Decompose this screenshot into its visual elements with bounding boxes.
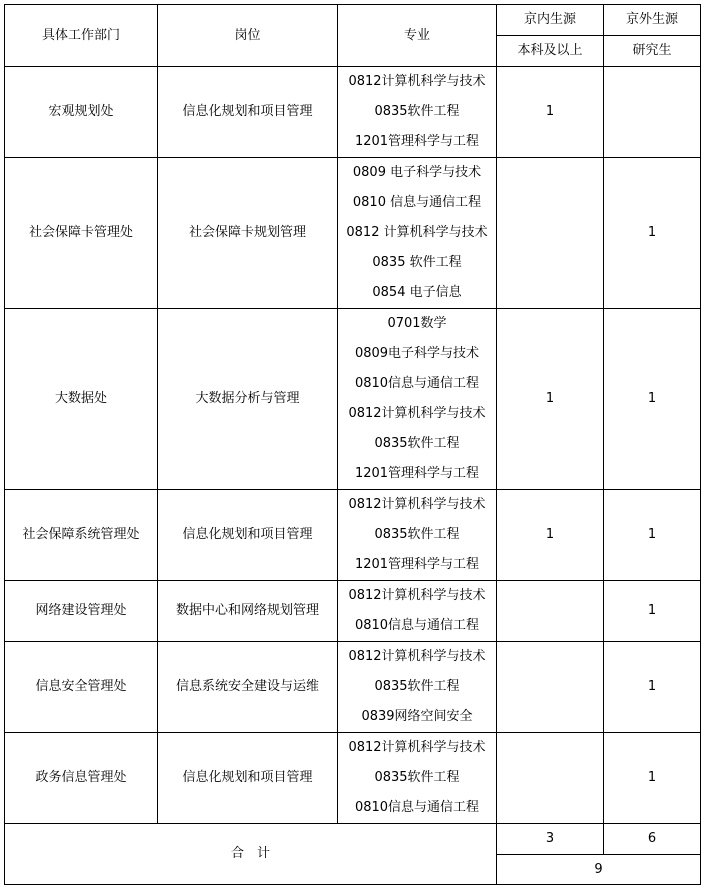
cell-beijing-count (497, 733, 604, 824)
header-position: 岗位 (158, 5, 338, 67)
header-outside-source: 京外生源 (604, 5, 701, 36)
cell-department: 网络建设管理处 (5, 581, 158, 642)
cell-department: 信息安全管理处 (5, 642, 158, 733)
major-item: 0809电子科学与技术 (354, 346, 480, 361)
major-item: 0810信息与通信工程 (354, 376, 480, 391)
major-item: 0835软件工程 (374, 527, 460, 542)
cell-outside-count: 1 (604, 309, 701, 490)
major-item: 0835软件工程 (374, 104, 460, 119)
cell-beijing-count (497, 158, 604, 309)
major-item: 1201管理科学与工程 (354, 557, 480, 572)
cell-outside-count: 1 (604, 733, 701, 824)
table-row (5, 642, 701, 733)
cell-position: 数据中心和网络规划管理 (158, 581, 338, 642)
cell-outside-count (604, 67, 701, 158)
header-beijing-edu: 本科及以上 (497, 36, 604, 67)
header-outside-edu: 研究生 (604, 36, 701, 67)
table-row (5, 490, 701, 581)
major-item: 0810 信息与通信工程 (352, 195, 482, 210)
cell-department: 政务信息管理处 (5, 733, 158, 824)
header-beijing-source: 京内生源 (497, 5, 604, 36)
cell-department: 社会保障卡管理处 (5, 158, 158, 309)
total-beijing: 3 (497, 824, 604, 855)
cell-majors (338, 490, 497, 581)
header-department: 具体工作部门 (5, 5, 158, 67)
major-item: 0810信息与通信工程 (354, 800, 480, 815)
major-item: 0854 电子信息 (372, 285, 462, 300)
major-item: 1201管理科学与工程 (354, 134, 480, 149)
header-major: 专业 (338, 5, 497, 67)
cell-position: 信息系统安全建设与运维 (158, 642, 338, 733)
table-row (5, 581, 701, 642)
cell-majors (338, 158, 497, 309)
grand-total: 9 (497, 855, 701, 885)
major-item: 0812 计算机科学与技术 (346, 225, 488, 240)
cell-outside-count: 1 (604, 490, 701, 581)
cell-outside-count: 1 (604, 158, 701, 309)
major-item: 1201管理科学与工程 (354, 466, 480, 481)
cell-position: 社会保障卡规划管理 (158, 158, 338, 309)
major-item: 0812计算机科学与技术 (348, 74, 486, 89)
cell-department: 大数据处 (5, 309, 158, 490)
cell-majors (338, 733, 497, 824)
cell-outside-count: 1 (604, 642, 701, 733)
table-row (5, 733, 701, 824)
cell-position: 信息化规划和项目管理 (158, 733, 338, 824)
cell-majors (338, 642, 497, 733)
major-item: 0835软件工程 (374, 679, 460, 694)
major-item: 0809 电子科学与技术 (352, 165, 482, 180)
cell-beijing-count: 1 (497, 490, 604, 581)
major-item: 0835软件工程 (374, 770, 460, 785)
major-item: 0810信息与通信工程 (354, 618, 480, 633)
header-row-1 (5, 5, 701, 36)
cell-beijing-count: 1 (497, 309, 604, 490)
major-item: 0812计算机科学与技术 (348, 649, 486, 664)
total-outside: 6 (604, 824, 701, 855)
cell-department: 宏观规划处 (5, 67, 158, 158)
cell-majors (338, 581, 497, 642)
total-label: 合 计 (5, 824, 497, 885)
recruitment-table (4, 4, 701, 885)
cell-department: 社会保障系统管理处 (5, 490, 158, 581)
table-row (5, 158, 701, 309)
cell-beijing-count (497, 581, 604, 642)
cell-outside-count: 1 (604, 581, 701, 642)
cell-position: 大数据分析与管理 (158, 309, 338, 490)
major-item: 0812计算机科学与技术 (348, 740, 486, 755)
major-item: 0701数学 (387, 316, 447, 331)
major-item: 0835软件工程 (374, 436, 460, 451)
cell-beijing-count: 1 (497, 67, 604, 158)
cell-beijing-count (497, 642, 604, 733)
major-item: 0812计算机科学与技术 (348, 497, 486, 512)
cell-majors (338, 309, 497, 490)
major-item: 0835 软件工程 (372, 255, 462, 270)
cell-position: 信息化规划和项目管理 (158, 490, 338, 581)
total-row (5, 824, 701, 855)
cell-majors (338, 67, 497, 158)
table-row (5, 67, 701, 158)
major-item: 0812计算机科学与技术 (348, 406, 486, 421)
cell-position: 信息化规划和项目管理 (158, 67, 338, 158)
table-row (5, 309, 701, 490)
major-item: 0812计算机科学与技术 (348, 588, 486, 603)
major-item: 0839网络空间安全 (361, 709, 473, 724)
